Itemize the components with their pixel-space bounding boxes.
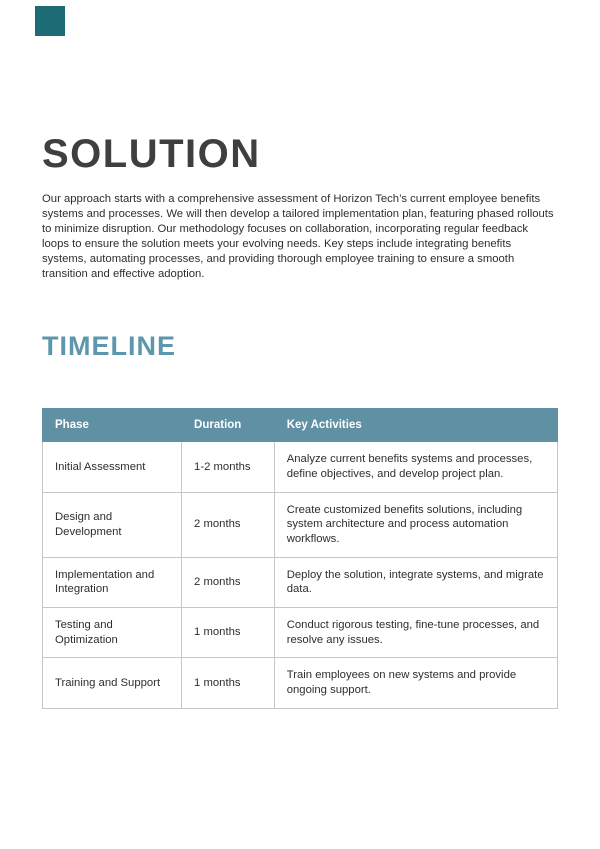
- header-key-activities: Key Activities: [274, 409, 557, 442]
- page-content: [42, 0, 558, 709]
- duration-cell: 1-2 months: [182, 442, 275, 492]
- header-duration: Duration: [182, 409, 275, 442]
- activities-cell: Analyze current benefits systems and processes, define objectives, and develop project plan.: [274, 442, 557, 492]
- duration-cell: 2 months: [182, 557, 275, 607]
- header-row: [43, 409, 558, 442]
- phase-cell: Training and Support: [43, 658, 182, 708]
- intro-paragraph: Our approach starts with a comprehensive assessment of Horizon Tech’s current employee benefits systems and processes. We will then develop a tailored implementation plan, featuring phased rollouts to minimize disruption. Our methodology focuses on collaboration, incorporating regular feedback loops to ensure the solution meets your evolving needs. Key steps include integrating benefits systems, automating processes, and providing thorough employee training to ensure a smooth transition and effective adoption.: [42, 193, 554, 280]
- section-title-timeline: TIMELINE: [42, 331, 176, 362]
- timeline-table: [42, 408, 558, 708]
- table-row: [43, 557, 558, 607]
- activities-cell: Train employees on new systems and provide ongoing support.: [274, 658, 557, 708]
- table-row: [43, 442, 558, 492]
- table-row: [43, 492, 558, 557]
- header-phase: Phase: [43, 409, 182, 442]
- phase-cell: Implementation and Integration: [43, 557, 182, 607]
- timeline-table-body: [43, 442, 558, 708]
- page-title: SOLUTION: [42, 132, 261, 176]
- phase-cell: Design and Development: [43, 492, 182, 557]
- phase-cell: Testing and Optimization: [43, 608, 182, 658]
- duration-cell: 1 months: [182, 608, 275, 658]
- duration-cell: 1 months: [182, 658, 275, 708]
- activities-cell: Conduct rigorous testing, fine-tune processes, and resolve any issues.: [274, 608, 557, 658]
- duration-cell: 2 months: [182, 492, 275, 557]
- activities-cell: Deploy the solution, integrate systems, and migrate data.: [274, 557, 557, 607]
- table-row: [43, 658, 558, 708]
- table-row: [43, 608, 558, 658]
- timeline-table-header: [43, 409, 558, 442]
- phase-cell: Initial Assessment: [43, 442, 182, 492]
- activities-cell: Create customized benefits solutions, including system architecture and process automation workflows.: [274, 492, 557, 557]
